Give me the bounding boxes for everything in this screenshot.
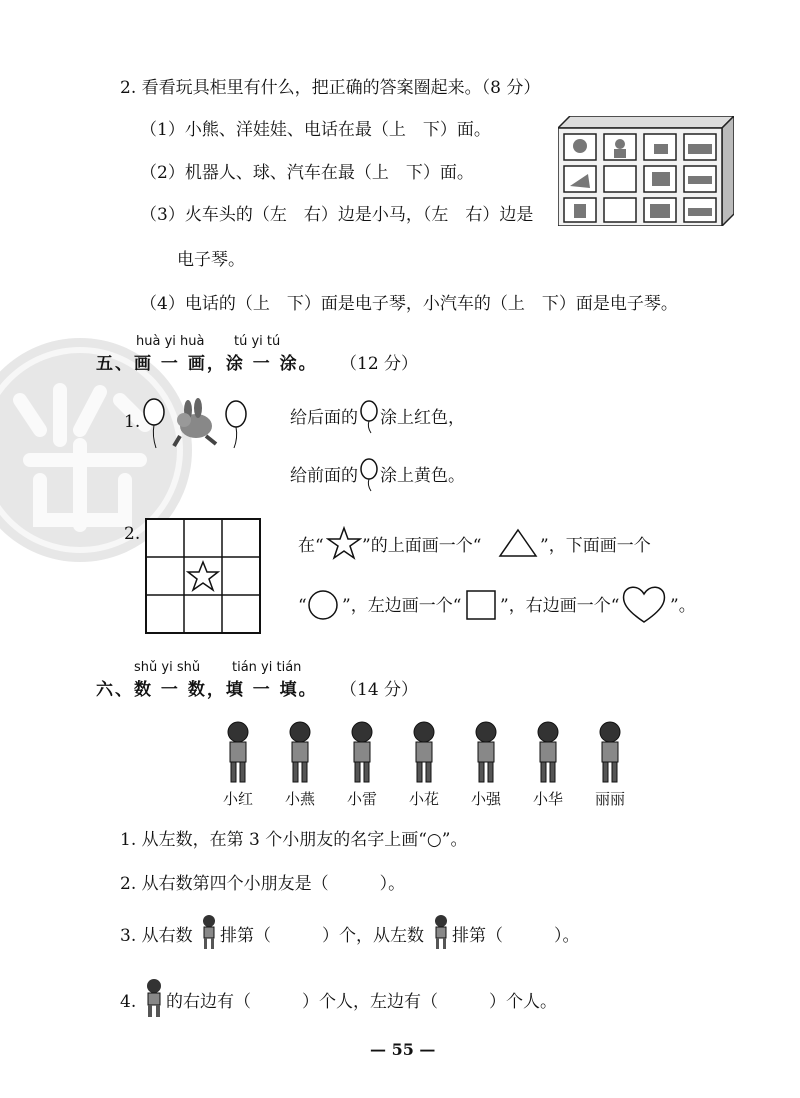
heart-icon — [620, 584, 668, 626]
q2-line4: （4）电话的（上 下）面是电子琴，小汽车的（上 下）面是电子琴。 — [140, 294, 678, 314]
s5-q2-l2a: “ — [298, 596, 307, 616]
s5-q2-l2c: ”，右边画一个“ — [500, 596, 620, 616]
s6-score: （14 分） — [340, 680, 419, 700]
s5-title: 五、画 一 画，涂 一 涂。 — [96, 354, 318, 374]
s5-q2-l1c: ”，下面画一个 — [540, 536, 651, 556]
kid-name: 小强 — [471, 790, 502, 808]
s6-q3b: 排第（ ）个，从左数 — [220, 926, 424, 946]
s6-pinyin2: tián yi tián — [232, 660, 302, 675]
kid-icon — [198, 914, 220, 950]
kid-name: 小华 — [533, 790, 564, 808]
s5-q1-num: 1. — [124, 412, 141, 432]
square-icon — [464, 588, 498, 622]
s6-q3a: 3. 从右数 — [120, 926, 193, 946]
s5-pinyin2: tú yi tú — [234, 334, 281, 349]
s5-q1-line-b1: 给前面的 — [290, 466, 358, 486]
s6-pinyin1: shǔ yi shǔ — [134, 660, 201, 675]
s6-q4b: 的右边有（ ）个人，左边有（ ）个人。 — [166, 992, 557, 1012]
kid-name: 小红 — [223, 790, 254, 808]
kid-icon — [142, 978, 166, 1018]
s5-pinyin1: huà yi huà — [136, 334, 205, 349]
kid-name: 丽丽 — [595, 790, 626, 808]
grid-with-star — [145, 518, 261, 634]
s6-q3c: 排第（ ）。 — [452, 926, 580, 946]
kid-name: 小雷 — [347, 790, 378, 808]
triangle-icon — [498, 528, 538, 558]
toy-cabinet-image — [558, 116, 734, 226]
s5-q1-line-a1: 给后面的 — [290, 408, 358, 428]
s5-q1-line-b2: 涂上黄色。 — [380, 466, 465, 486]
s6-q2: 2. 从右数第四个小朋友是（ ）。 — [120, 874, 406, 894]
kid-icon — [430, 914, 452, 950]
kid-name: 小燕 — [285, 790, 316, 808]
s5-q2-l2d: ”。 — [670, 596, 696, 616]
balloon-icon — [358, 400, 380, 434]
balloons-rabbit-image — [140, 396, 258, 452]
balloon-icon — [358, 458, 380, 492]
q2-line2: （2）机器人、球、汽车在最（上 下）面。 — [140, 163, 474, 183]
q2-line3b: 电子琴。 — [177, 250, 245, 270]
s5-score: （12 分） — [340, 354, 419, 374]
star-icon — [326, 526, 362, 560]
s5-q1-line-a2: 涂上红色， — [380, 408, 465, 428]
s6-q1: 1. 从左数，在第 3 个小朋友的名字上画“○”。 — [120, 830, 468, 850]
q2-line3: （3）火车头的（左 右）边是小马，（左 右）边是 — [140, 205, 534, 225]
s6-q4a: 4. — [120, 992, 137, 1012]
s6-title: 六、数 一 数，填 一 填。 — [96, 680, 318, 700]
s5-q2-l1b: ”的上面画一个“ — [362, 536, 482, 556]
s5-q2-l1a: 在“ — [298, 536, 324, 556]
circle-icon — [306, 588, 340, 622]
q2-line1: （1）小熊、洋娃娃、电话在最（上 下）面。 — [140, 120, 491, 140]
kid-name: 小花 — [409, 790, 440, 808]
s5-q2-num: 2. — [124, 524, 141, 544]
q2-title: 2. 看看玩具柜里有什么，把正确的答案圈起来。（8 分） — [120, 78, 541, 98]
s5-q2-l2b: ”，左边画一个“ — [342, 596, 462, 616]
page-number: — 55 — — [370, 1040, 436, 1059]
